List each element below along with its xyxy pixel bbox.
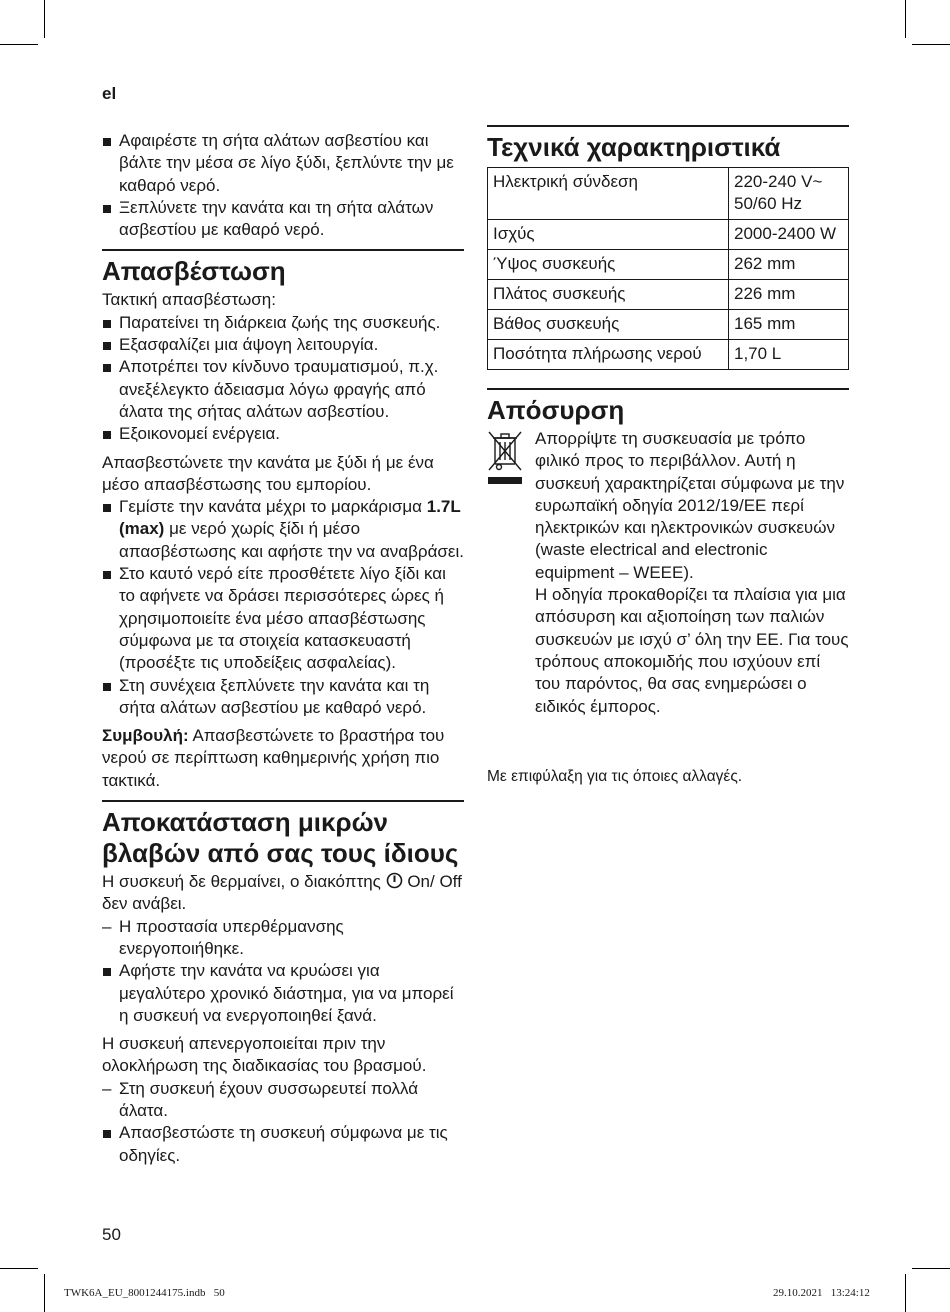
descaling-intro: Τακτική απασβέστωση: <box>102 290 276 310</box>
list-item: Απασβεστώστε τη συσκευή σύμφωνα με τις οδηγίες. <box>102 1122 464 1167</box>
troubleshooting-heading: Αποκατάσταση μικρών βλαβών από σας τους ίδιους <box>102 800 464 869</box>
spec-label: Ηλεκτρική σύνδεση <box>488 168 729 220</box>
list-item <box>102 496 464 563</box>
disposal-paragraph: Απορρίψτε τη συσκευασία με τρόπο φιλικό προς το περιβάλλον. Αυτή η συσκευή χαρακτηρίζεται σύμφωνα με την ευρωπαϊκή οδηγία 2012/19/EE περί ηλεκτρικών και ηλεκτρονικών συσκευών (waste electrical and electronic equipment – WEEE). <box>535 429 845 582</box>
tip-paragraph <box>102 725 464 792</box>
crop-mark <box>44 0 45 38</box>
crop-mark <box>905 0 906 38</box>
problem-text: Η συσκευή δε θερμαίνει, ο διακόπτης <box>102 872 381 892</box>
descaling-steps-list <box>102 496 464 719</box>
list-item: – Στη συσκευή έχουν συσσωρευτεί πολλά άλατα. <box>102 1078 464 1123</box>
list-item: Στο καυτό νερό είτε προσθέτετε λίγο ξίδι και το αφήνετε να δράσει περισσότερες ώρες ή χρησιμοποιείτε ένα μέσο απασβέστωσης σύμφωνα με τα στοιχεία κατασκευαστή (προσέξτε τις υποδείξεις ασφαλείας). <box>102 563 464 674</box>
disposal-text <box>535 428 849 718</box>
page-number: 50 <box>102 1225 121 1244</box>
list-item: Εξοικονομεί ενέργεια. <box>102 423 464 445</box>
table-row <box>488 220 849 250</box>
table-row <box>488 340 849 370</box>
spec-value: 165 mm <box>729 310 849 340</box>
list-item: Αποτρέπει τον κίνδυνο τραυματισμού, π.χ. ανεξέλεγκτο άδειασμα λόγω φραγής από άλατα της σήτας αλάτων ασβεστίου. <box>102 356 464 423</box>
table-row <box>488 280 849 310</box>
right-column <box>487 125 849 718</box>
list-item: Αφαιρέστε τη σήτα αλάτων ασβεστίου και βάλτε την μέσα σε λίγο ξύδι, ξεπλύντε την με καθαρό νερό. <box>102 130 464 197</box>
disposal-heading: Απόσυρση <box>487 388 849 426</box>
spec-label: Ύψος συσκευής <box>488 250 729 280</box>
descaling-heading: Απασβέστωση <box>102 249 464 287</box>
footer-date-time: 29.10.2021 13:24:12 <box>773 1287 870 1299</box>
tech-specs-heading: Τεχνικά χαρακτηριστικά <box>487 125 849 163</box>
max-mark: 1.7L (max) <box>119 497 461 539</box>
left-column <box>102 130 464 1167</box>
crop-mark <box>905 1274 906 1312</box>
crop-mark <box>912 1268 950 1269</box>
list-item: Στη συνέχεια ξεπλύνετε την κανάτα και τη σήτα αλάτων ασβεστίου με καθαρό νερό. <box>102 675 464 720</box>
spec-value: 226 mm <box>729 280 849 310</box>
step-text: Γεμίστε την κανάτα μέχρι το μαρκάρισμα <box>119 497 422 517</box>
crop-mark <box>912 44 950 45</box>
power-button-icon <box>386 872 403 889</box>
list-item: Ξεπλύνετε την κανάτα και τη σήτα αλάτων ασβεστίου με καθαρό νερό. <box>102 197 464 242</box>
footer-file-info: TWK6A_EU_8001244175.indb 50 <box>64 1287 225 1299</box>
crop-mark <box>0 1268 38 1269</box>
descaling-method: Απασβεστώνετε την κανάτα με ξύδι ή με ένα μέσο απασβέστωσης του εμπορίου. <box>102 452 434 494</box>
problem-2: Η συσκευή απενεργοποιείται πριν την ολοκλήρωση της διαδικασίας του βρασμού. <box>102 1034 427 1076</box>
disposal-block <box>487 428 849 718</box>
spec-value: 1,70 L <box>729 340 849 370</box>
table-row <box>488 310 849 340</box>
list-item: – Η προστασία υπερθέρμανσης ενεργοποιήθηκε. <box>102 916 464 961</box>
spec-label: Ποσότητα πλήρωσης νερού <box>488 340 729 370</box>
fix-list <box>102 1122 464 1167</box>
descaling-benefits-list <box>102 312 464 446</box>
cause-list <box>102 1078 464 1123</box>
tip-text: Απασβεστώνετε το βραστήρα του νερού σε περίπτωση καθημερινής χρήση πιο τακτικά. <box>102 726 445 790</box>
tip-label: Συμβουλή: <box>102 726 189 746</box>
cause-list <box>102 916 464 961</box>
fix-list <box>102 960 464 1027</box>
spec-label: Βάθος συσκευής <box>488 310 729 340</box>
change-note: Με επιφύλαξη για τις όποιες αλλαγές. <box>487 768 743 785</box>
disposal-paragraph: Η οδηγία προκαθορίζει τα πλαίσια για μια απόσυρση και αξιοποίηση των παλιών συσκευών με ισχύ σ’ όλη την ΕΕ. Για τους τρόπους αποκομιδής που ισχύουν επί του παρόντος, θα σας ενημερώσει ο ειδικός έμπορος. <box>535 585 849 716</box>
tech-specs-table <box>487 167 849 370</box>
table-row <box>488 250 849 280</box>
crop-mark <box>44 1274 45 1312</box>
disposal-icon-box <box>487 428 535 718</box>
spec-value: 262 mm <box>729 250 849 280</box>
problem-1 <box>102 871 464 916</box>
language-code: el <box>102 84 117 103</box>
crop-mark <box>0 44 38 45</box>
list-item: Παρατείνει τη διάρκεια ζωής της συσκευής. <box>102 312 464 334</box>
crossed-out-wheelie-bin-icon <box>487 428 523 486</box>
rinse-steps-list <box>102 130 464 241</box>
problem-text: On/ Off δεν ανάβει. <box>102 872 462 914</box>
list-item: Αφήστε την κανάτα να κρυώσει για μεγαλύτερο χρονικό διάστημα, για να μπορεί η συσκευή να ενεργοποιηθεί ξανά. <box>102 960 464 1027</box>
step-text: με νερό χωρίς ξίδι ή μέσο απασβέστωσης και αφήστε την να αναβράσει. <box>119 519 464 561</box>
spec-label: Πλάτος συσκευής <box>488 280 729 310</box>
spec-label: Ισχύς <box>488 220 729 250</box>
table-row <box>488 168 849 220</box>
spec-value: 220-240 V~ 50/60 Hz <box>729 168 849 220</box>
spec-value: 2000-2400 W <box>729 220 849 250</box>
list-item: Εξασφαλίζει μια άψογη λειτουργία. <box>102 334 464 356</box>
